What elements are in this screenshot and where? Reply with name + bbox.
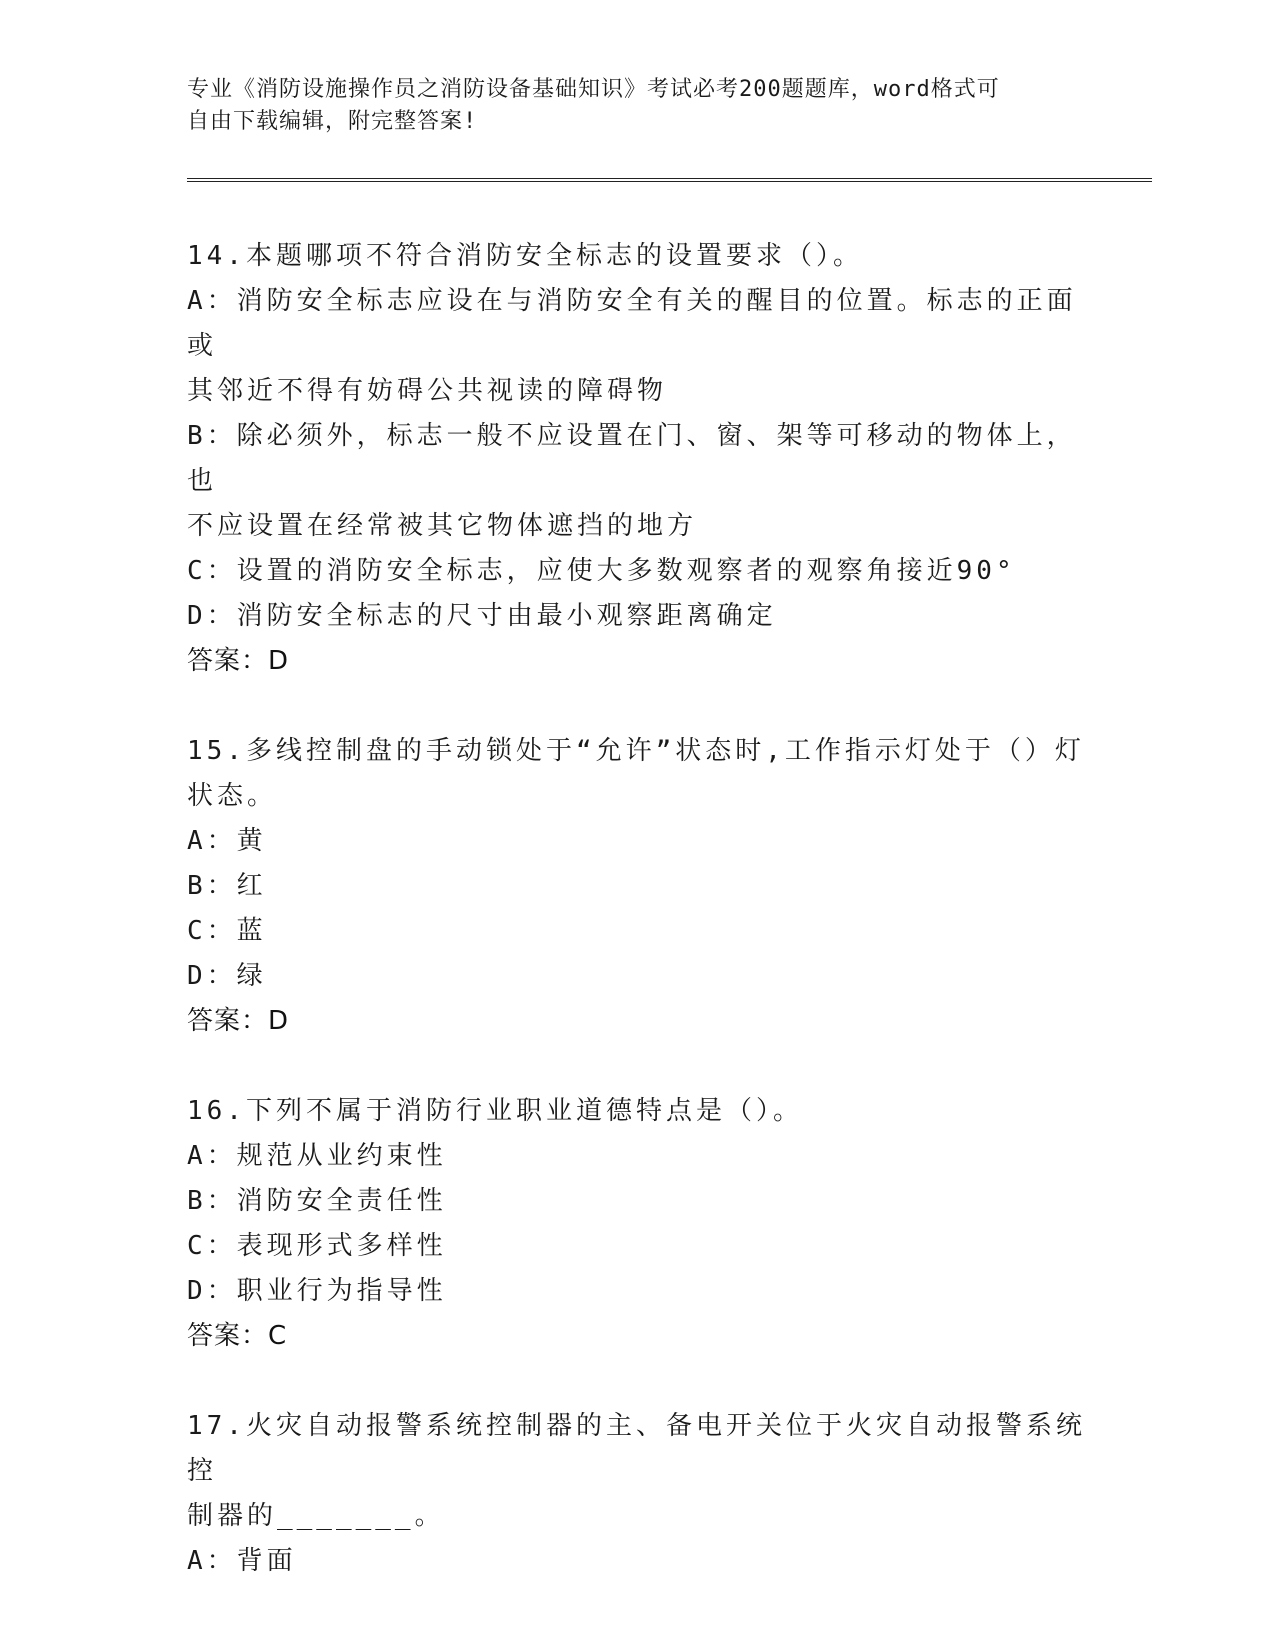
question-stem: 17.火灾自动报警系统控制器的主、备电开关位于火灾自动报警系统控 xyxy=(187,1411,1086,1486)
header-line-2: 自由下载编辑，附完整答案! xyxy=(187,109,478,134)
option-c: C：设置的消防安全标志，应使大多数观察者的观察角接近90° xyxy=(187,556,1016,586)
option-b-continued: 不应设置在经常被其它物体遮挡的地方 xyxy=(187,511,698,541)
option-a: A：背面 xyxy=(187,1546,297,1576)
question-stem: 14.本题哪项不符合消防安全标志的设置要求（）。 xyxy=(187,241,863,271)
option-a: A：消防安全标志应设在与消防安全有关的醒目的位置。标志的正面或 xyxy=(187,286,1077,361)
header-divider xyxy=(187,178,1152,182)
question-17 xyxy=(187,1404,1087,1584)
option-d: D：消防安全标志的尺寸由最小观察距离确定 xyxy=(187,601,777,631)
option-b: B：消防安全责任性 xyxy=(187,1186,447,1216)
question-stem-continued: 制器的_______。 xyxy=(187,1501,445,1531)
option-c: C：蓝 xyxy=(187,916,267,946)
option-a-continued: 其邻近不得有妨碍公共视读的障碍物 xyxy=(187,376,668,406)
option-c: C：表现形式多样性 xyxy=(187,1231,447,1261)
question-stem: 15.多线控制盘的手动锁处于“允许”状态时,工作指示灯处于（）灯 xyxy=(187,736,1085,766)
document-header xyxy=(187,74,1087,138)
question-16 xyxy=(187,1089,1087,1359)
option-b: B：除必须外，标志一般不应设置在门、窗、架等可移动的物体上，也 xyxy=(187,421,1077,496)
header-line-1: 专业《消防设施操作员之消防设备基础知识》考试必考200题题库，word格式可 xyxy=(187,77,1000,102)
option-b: B：红 xyxy=(187,871,267,901)
answer-line: 答案：D xyxy=(187,646,290,676)
question-list xyxy=(187,234,1087,1629)
option-a: A：黄 xyxy=(187,826,267,856)
question-14 xyxy=(187,234,1087,684)
question-stem-continued: 状态。 xyxy=(187,781,278,811)
question-stem: 16.下列不属于消防行业职业道德特点是（）。 xyxy=(187,1096,803,1126)
option-d: D：绿 xyxy=(187,961,267,991)
answer-line: 答案：C xyxy=(187,1321,288,1351)
option-d: D：职业行为指导性 xyxy=(187,1276,447,1306)
question-15 xyxy=(187,729,1087,1044)
option-a: A：规范从业约束性 xyxy=(187,1141,447,1171)
answer-line: 答案：D xyxy=(187,1006,290,1036)
